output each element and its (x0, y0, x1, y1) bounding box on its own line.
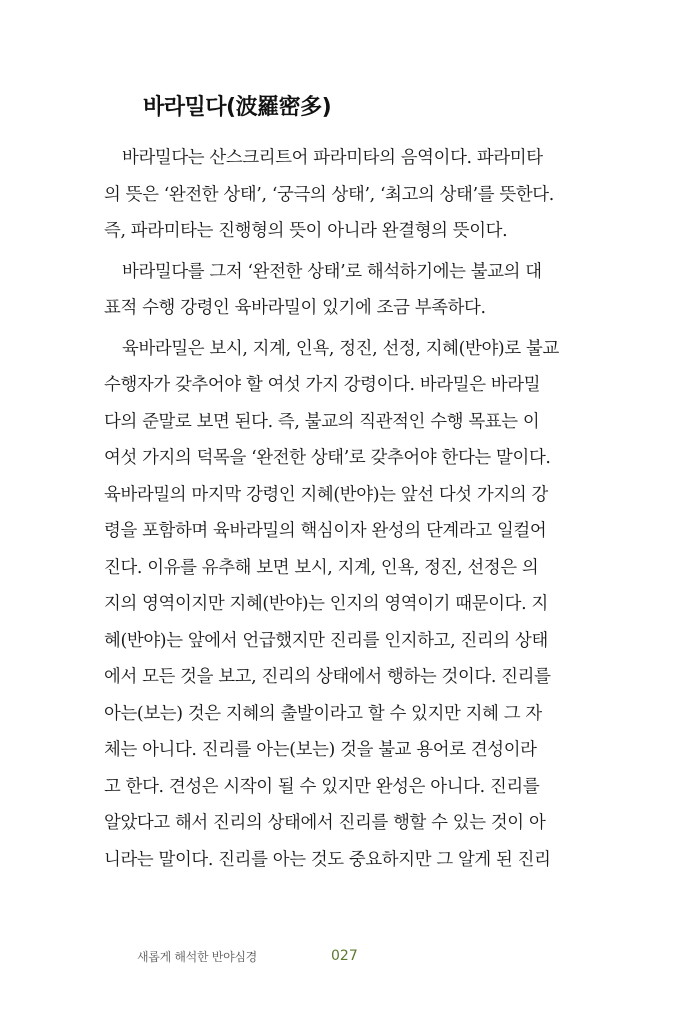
page-number: 027 (331, 948, 358, 964)
text-line: 체는 아니다. 진리를 아는(보는) 것을 불교 용어로 견성이라 (104, 740, 537, 760)
text-line: 지의 영역이지만 지혜(반야)는 인지의 영역이기 때문이다. 지 (104, 594, 548, 614)
text-line: 즉, 파라미타는 진행형의 뜻이 아니라 완결형의 뜻이다. (104, 221, 508, 241)
text-line: 진다. 이유를 유추해 보면 보시, 지계, 인욕, 정진, 선정은 의 (104, 557, 539, 578)
text-line: 바라밀다를 그저 ‘완전한 상태’로 해석하기에는 불교의 대 (122, 261, 542, 282)
text-line: 령을 포함하며 육바라밀의 핵심이자 완성의 단계라고 일컬어 (104, 521, 547, 541)
running-footer-title: 새롭게 해석한 반야심경 (137, 950, 257, 964)
text-line: 알았다고 해서 진리의 상태에서 진리를 행할 수 있는 것이 아 (104, 813, 546, 833)
text-line: 에서 모든 것을 보고, 진리의 상태에서 행하는 것이다. 진리를 (104, 667, 551, 687)
text-line: 바라밀다는 산스크리트어 파라미타의 음역이다. 파라미타 (122, 148, 543, 168)
section-heading: 바라밀다(波羅密多) (143, 95, 332, 120)
text-line: 육바라밀은 보시, 지계, 인욕, 정진, 선정, 지혜(반야)로 불교 (122, 338, 559, 359)
text-line: 육바라밀의 마지막 강령인 지혜(반야)는 앞선 다섯 가지의 강 (104, 484, 548, 505)
text-line: 다의 준말로 보면 된다. 즉, 불교의 직관적인 수행 목표는 이 (104, 411, 540, 432)
body-text (104, 140, 592, 878)
text-line: 아는(보는) 것은 지혜의 출발이라고 할 수 있지만 지혜 그 자 (104, 703, 542, 724)
text-line: 표적 수행 강령인 육바라밀이 있기에 조금 부족하다. (104, 298, 486, 318)
text-line: 여섯 가지의 덕목을 ‘완전한 상태’로 갖추어야 한다는 말이다. (104, 448, 551, 468)
text-line: 니라는 말이다. 진리를 아는 것도 중요하지만 그 알게 된 진리 (104, 849, 551, 870)
text-line: 고 한다. 견성은 시작이 될 수 있지만 완성은 아니다. 진리를 (104, 776, 540, 797)
text-line: 의 뜻은 ‘완전한 상태’, ‘궁극의 상태’, ‘최고의 상태’를 뜻한다. (104, 184, 554, 205)
text-line: 혜(반야)는 앞에서 언급했지만 진리를 인지하고, 진리의 상태 (104, 630, 548, 651)
text-line: 수행자가 갖추어야 할 여섯 가지 강령이다. 바라밀은 바라밀 (104, 375, 541, 395)
